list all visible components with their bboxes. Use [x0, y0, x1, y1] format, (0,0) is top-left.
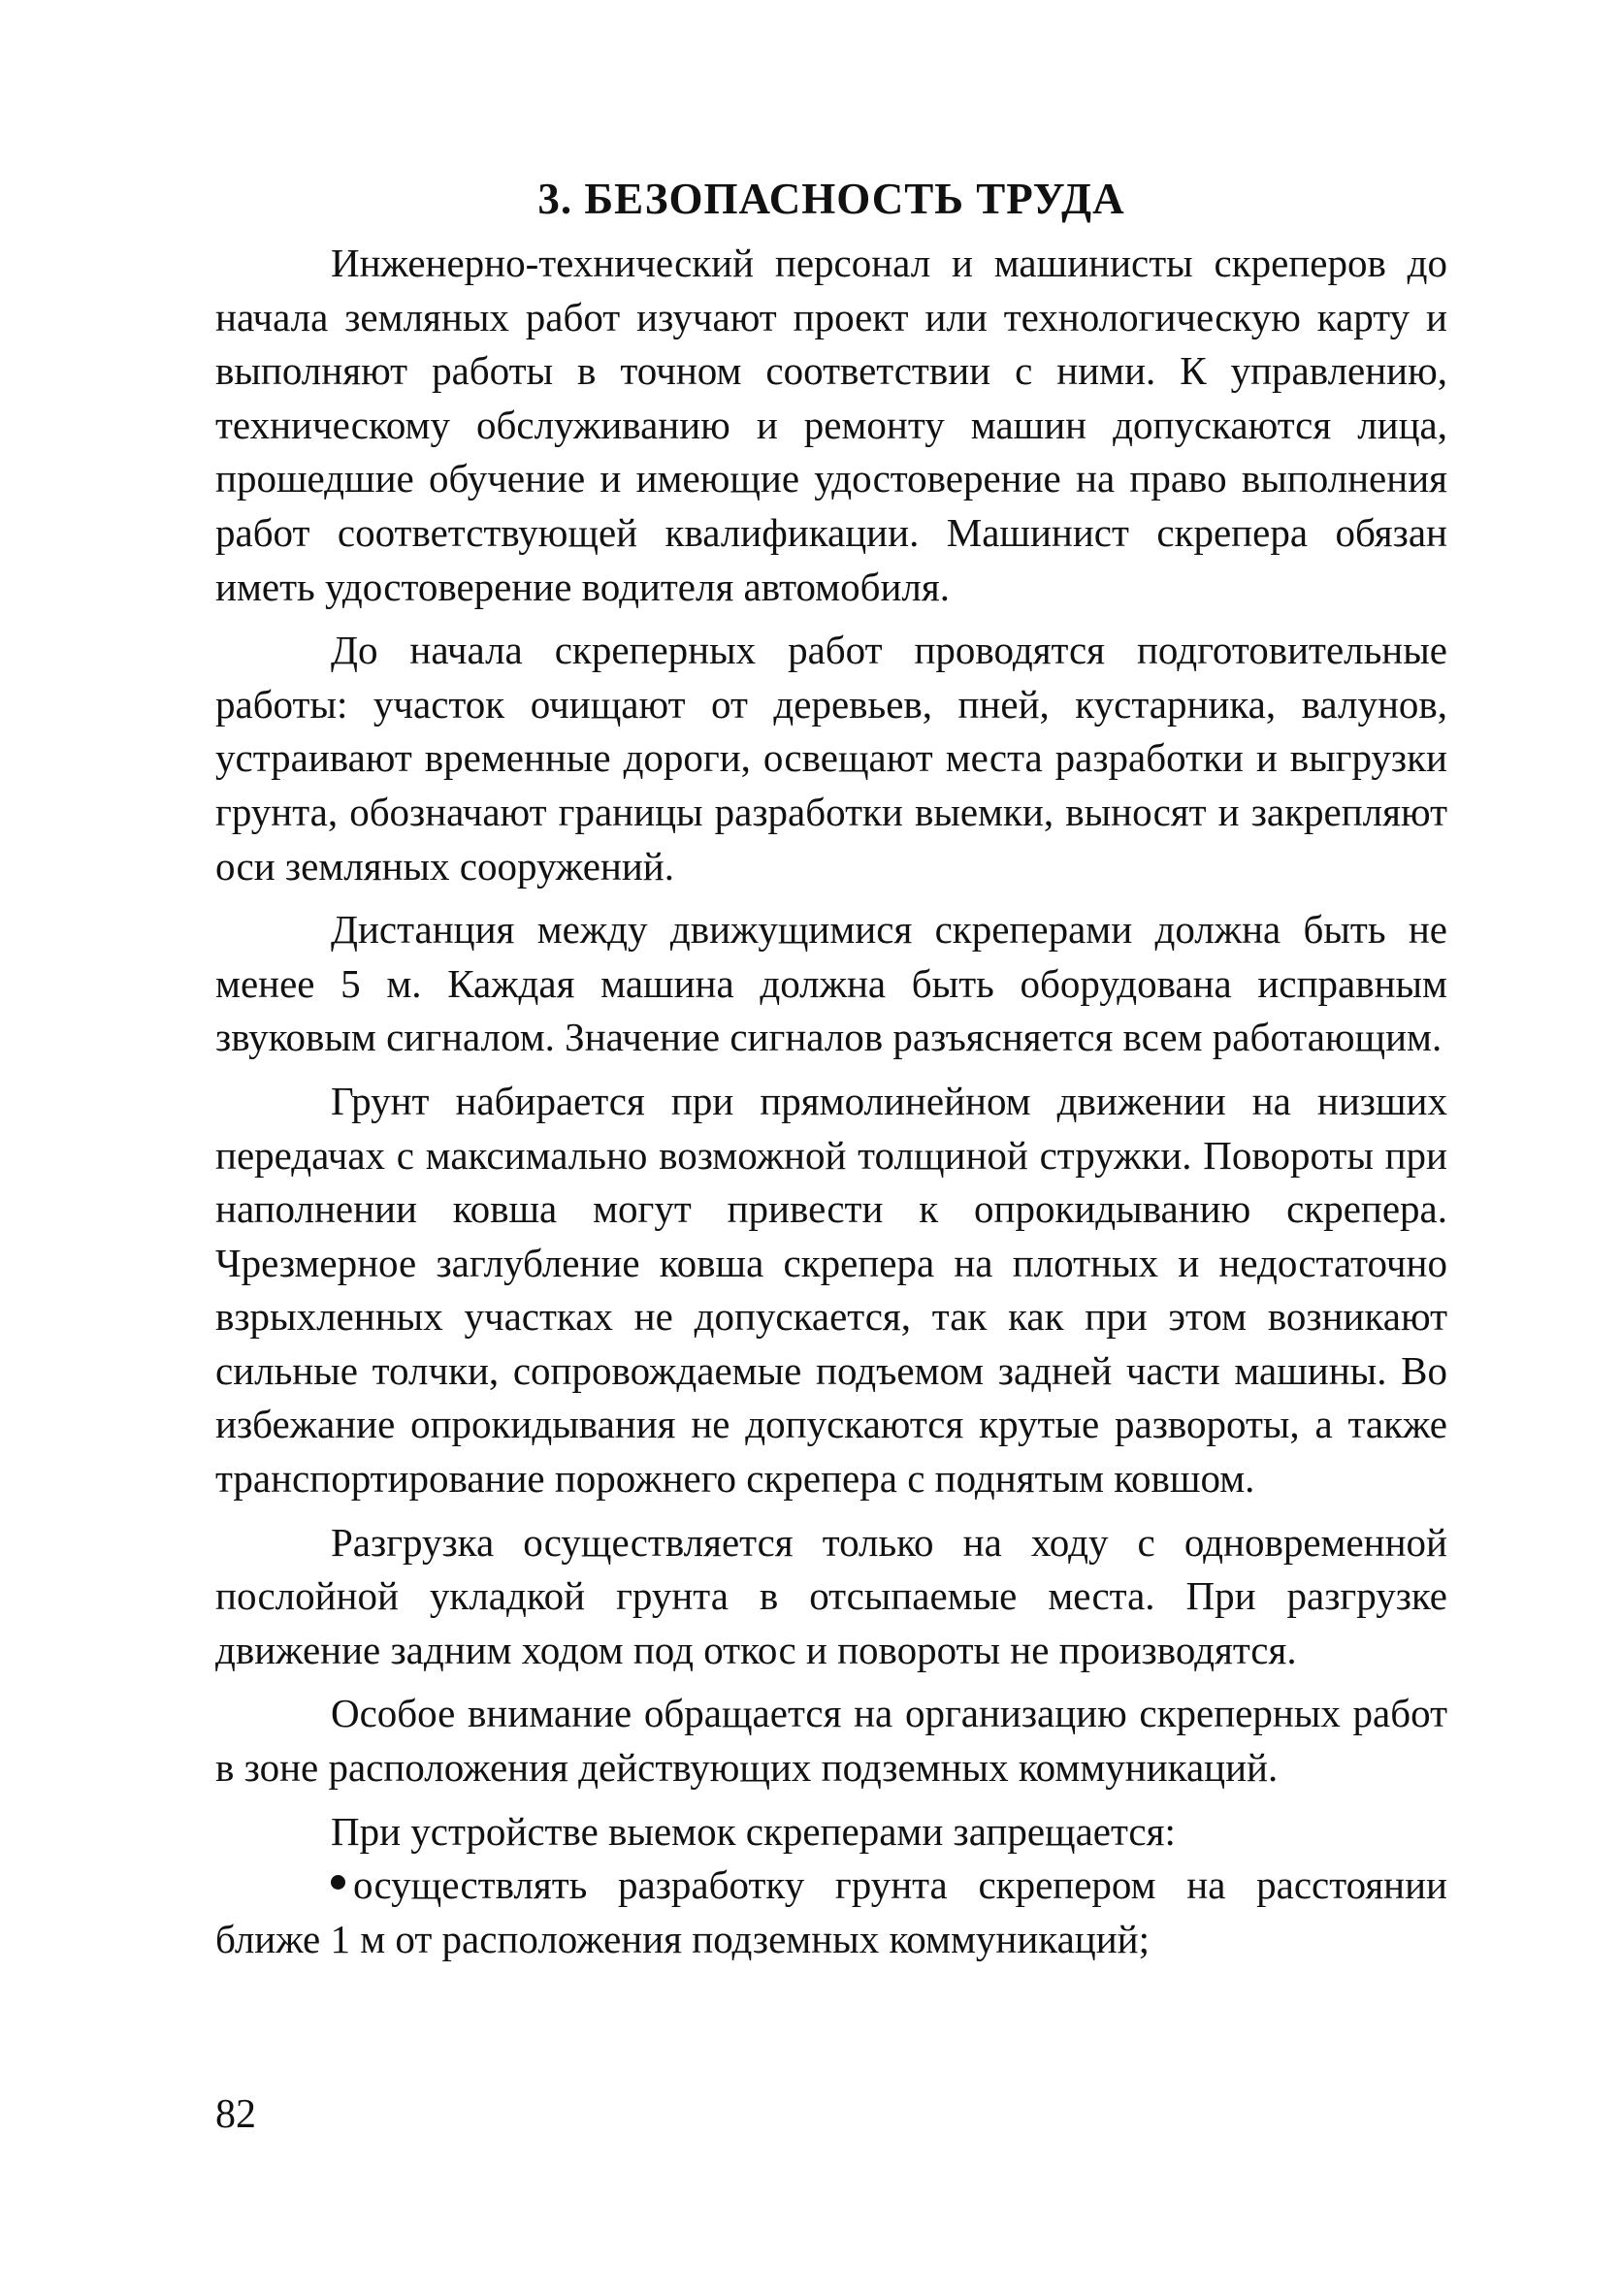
paragraph-prohibitions-intro: При устройстве выемок скреперами запрещается:: [331, 1808, 1176, 1854]
paragraph-unloading: Разгрузка осуществляется только на ходу с одновременной послойной укладкой грунта в отсыпаемые места. При разгрузке движение задним ходом под откос и повороты не производятся.: [215, 1519, 1447, 1672]
paragraph-personnel: Инженерно-технический персонал и машинисты скреперов до начала земляных работ изучают проект или технологическую карту и выполняют работы в точном соответствии с ними. К управлению, техническому обслуживанию и ремонту машин допускаются лица, прошедшие обучение и имеющие удостоверение на право выполнения работ соответствующей квалификации. Машинист скрепера обязан иметь удостоверение водителя автомобиля.: [215, 241, 1447, 609]
bullet-icon: [331, 1875, 345, 1890]
paragraph-distance: Дистанция между движущимися скреперами должна быть не менее 5 м. Каждая машина должна быть оборудована исправным звуковым сигналом. Значение сигналов разъясняется всем работающим.: [215, 907, 1447, 1060]
page-number: 82: [215, 2092, 256, 2137]
list-item-text: осуществлять разработку грунта скрепером на расстоянии ближе 1 м от расположения подземных коммуникаций;: [215, 1862, 1447, 1961]
list-item: [215, 1859, 1447, 1966]
paragraph-preparation: До начала скреперных работ проводятся подготовительные работы: участок очищают от деревьев, пней, кустарника, валунов, устраивают временные дороги, освещают места разработки и выгрузки грунта, обозначают границы разработки выемки, выносят и закрепляют оси земляных сооружений.: [215, 628, 1447, 889]
paragraph-underground-utilities: Особое внимание обращается на организацию скреперных работ в зоне расположения действующих подземных коммуникаций.: [215, 1691, 1447, 1791]
section-heading: 3. БЕЗОПАСНОСТЬ ТРУДА: [537, 175, 1125, 223]
page-body: [215, 165, 1447, 1966]
paragraph-soil-loading: Грунт набирается при прямолинейном движении на низших передачах с максимально возможной толщиной стружки. Повороты при наполнении ковша могут привести к опрокидыванию скрепера. Чрезмерное заглубление ковша скрепера на плотных и недостаточно взрыхленных участках не допускается, так как при этом возникают сильные толчки, сопровождаемые подъемом задней части машины. Во избежание опрокидывания не допускаются крутые развороты, а также транспортирование порожнего скрепера с поднятым ковшом.: [215, 1078, 1447, 1502]
